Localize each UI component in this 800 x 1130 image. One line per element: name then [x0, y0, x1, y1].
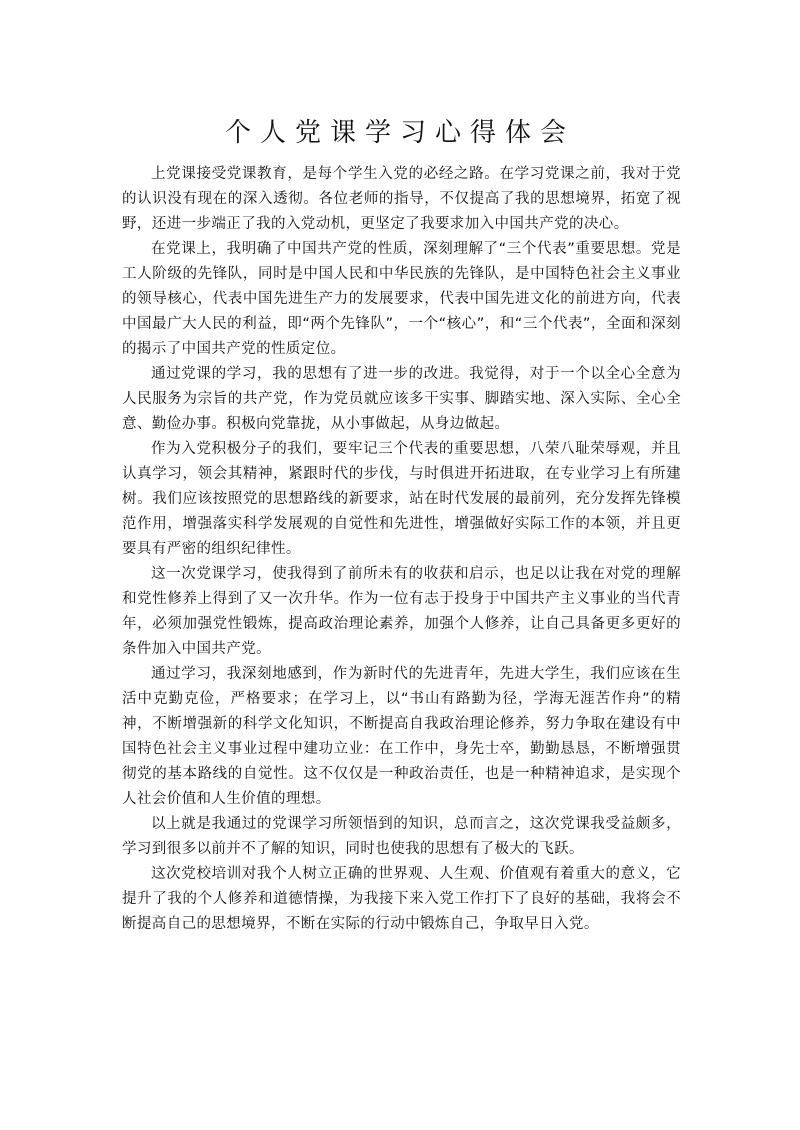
paragraph-8: 这次党校培训对我个人树立正确的世界观、人生观、价值观有着重大的意义，它提升了我的个人修养和道德情操，为我接下来入党工作打下了良好的基础，我将会不断提高自己的思想境界，不断在实际的行动中锻炼自己，争取早日入党。 [122, 866, 681, 932]
paragraph-5: 这一次党课学习，使我得到了前所未有的收获和启示，也足以让我在对党的理解和党性修养上得到了又一次升华。作为一位有志于投身于中国共产主义事业的当代青年，必须加强党性锻炼，提高政治理论素养，加强个人修养，让自己具备更多更好的条件加入中国共产党。 [122, 566, 681, 657]
paragraph-7: 以上就是我通过的党课学习所领悟到的知识，总而言之，这次党课我受益颇多，学习到很多以前并不了解的知识，同时也使我的思想有了极大的飞跃。 [122, 816, 681, 857]
paragraph-3: 通过党课的学习，我的思想有了进一步的改进。我觉得，对于一个以全心全意为人民服务为宗旨的共产党，作为党员就应该多干实事、脚踏实地、深入实际、全心全意、勤俭办事。积极向党靠拢，从小事做起，从身边做起。 [122, 366, 681, 432]
paragraph-4: 作为入党积极分子的我们，要牢记三个代表的重要思想，八荣八耻荣辱观，并且认真学习，领会其精神，紧跟时代的步伐，与时俱进开拓进取，在专业学习上有所建树。我们应该按照党的思想路线的新要求，站在时代发展的最前列，充分发挥先锋模范作用，增强落实科学发展观的自觉性和先进性，增强做好实际工作的本领，并且更要具有严密的组织纪律性。 [122, 441, 681, 557]
paragraph-1: 上党课接受党课教育，是每个学生入党的必经之路。在学习党课之前，我对于党的认识没有现在的深入透彻。各位老师的指导，不仅提高了我的思想境界，拓宽了视野，还进一步端正了我的入党动机，更坚定了我要求加入中国共产党的决心。 [122, 166, 681, 232]
paragraph-6: 通过学习，我深刻地感到，作为新时代的先进青年，先进大学生，我们应该在生活中克勤克俭，严格要求；在学习上，以“书山有路勤为径，学海无涯苦作舟”的精神，不断增强新的科学文化知识，不断提高自我政治理论修养，努力争取在建设有中国特色社会主义事业过程中建功立业：在工作中，身先士卒，勤勤恳恳，不断增强贯彻党的基本路线的自觉性。这不仅仅是一种政治责任，也是一种精神追求，是实现个人社会价值和人生价值的理想。 [122, 666, 681, 807]
paragraph-2: 在党课上，我明确了中国共产党的性质，深刻理解了“三个代表”重要思想。党是工人阶级的先锋队，同时是中国人民和中华民族的先锋队，是中国特色社会主义事业的领导核心，代表中国先进生产力的发展要求，代表中国先进文化的前进方向，代表中国最广大人民的利益，即“两个先锋队”，一个“核心”，和“三个代表”，全面和深刻的揭示了中国共产党的性质定位。 [122, 241, 681, 357]
document-body [122, 162, 681, 937]
document-title: 个人党课学习心得体会 [224, 118, 575, 148]
